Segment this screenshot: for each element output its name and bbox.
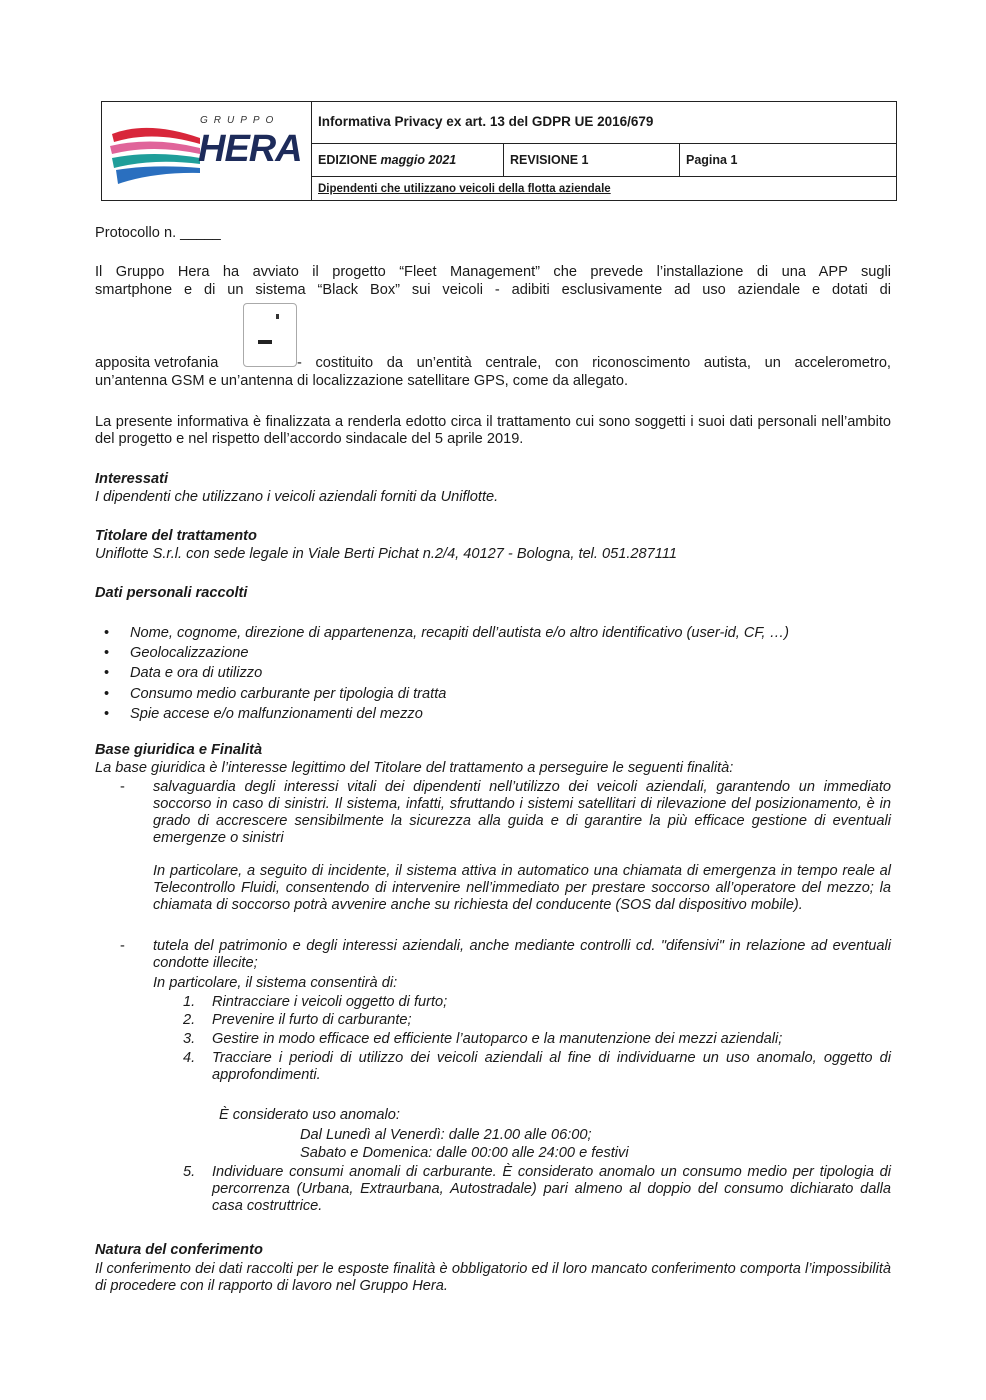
- document-header: [101, 101, 897, 201]
- anomalous-use-weekdays: Dal Lunedì al Venerdì: dalle 21.00 alle 06:00;: [300, 1127, 592, 1143]
- interessati-text: I dipendenti che utilizzano i veicoli aziendali forniti da Uniflotte.: [95, 489, 499, 505]
- intro-line-1: Il Gruppo Hera ha avviato il progetto “Fleet Management” che prevede l’installazione di una APP sugli: [95, 264, 891, 280]
- logo-brand-text: HERA: [198, 128, 302, 170]
- list-item: Tracciare i periodi di utilizzo dei veicoli aziendali al fine di individuarne un uso anomalo, oggetto di approfondimenti.: [212, 1050, 891, 1083]
- list-item: Gestire in modo efficace ed efficiente l’autoparco e la manutenzione dei mezzi aziendali;: [212, 1031, 783, 1047]
- edition-cell: [312, 144, 504, 176]
- intro-line-2: smartphone e di un sistema “Black Box” sui veicoli - adibiti esclusivamente ad uso aziendale e dotati di: [95, 282, 891, 298]
- page-cell: Pagina 1: [686, 153, 738, 167]
- revision-cell: REVISIONE 1: [504, 144, 680, 176]
- base-heading: Base giuridica e Finalità: [95, 742, 263, 758]
- base-paragraph-2b: In particolare, il sistema consentirà di:: [153, 975, 398, 991]
- intro-line-4: un’antenna GSM e un’antenna di localizzazione satellitare GPS, come da allegato.: [95, 373, 628, 389]
- anomalous-use-weekend: Sabato e Domenica: dalle 00:00 alle 24:00 e festivi: [300, 1145, 629, 1161]
- list-item: Prevenire il furto di carburante;: [212, 1012, 412, 1028]
- list-number: 4.: [183, 1050, 196, 1066]
- base-paragraph-1: salvaguardia degli interessi vitali dei dipendenti nell’utilizzo dei veicoli aziendali, garantendo un immediato soccorso in caso di sinistri. Il sistema, infatti, sfruttando i sistemi satellitari di rilevazione del posizionamento, è in grado di accrescere sensibilmente la sicurezza alla guida e di garantire la più efficace gestione di eventuali emergenze o sinistri: [153, 779, 891, 846]
- list-number: 5.: [183, 1164, 196, 1180]
- intro-line-3b: - costituito da un’entità centrale, con riconoscimento autista, un accelerometro,: [297, 355, 891, 371]
- base-intro: La base giuridica è l’interesse legittimo del Titolare del trattamento a perseguire le seguenti finalità:: [95, 760, 734, 776]
- logo: [102, 102, 312, 200]
- document-title: Informativa Privacy ex art. 13 del GDPR UE 2016/679: [312, 102, 896, 144]
- intro-line-3a: apposita vetrofania: [95, 355, 219, 371]
- interessati-heading: Interessati: [95, 471, 169, 487]
- list-number: 2.: [183, 1012, 196, 1028]
- list-item: Individuare consumi anomali di carburante. È considerato anomalo un consumo medio per tipologia di percorrenza (Urbana, Extraurbana, Autostradale) pari almeno al doppio del consumo dichiarato dalla casa costruttrice.: [212, 1164, 891, 1214]
- document-page: GRUPPO HERA Informativa Privacy ex art. 13 del GDPR UE 2016/679 EDIZIONE maggio 2021 REVISIONE 1 Pagina 1 Dipendenti che utilizzano veicoli della flotta aziendale Protocollo n. _____ Il Gruppo Hera ha avviato il progetto “Fleet Management” che prevede l’installazione di una APP sugli smartphone e di un sistema “Black Box” sui veicoli - adibiti esclusivamente ad uso aziendale e dotati di apposita vetrofania - costituito da un’entità centrale, con riconoscimento autista, un accelerometro, un’antenna GSM e un’antenna di localizzazione satellitare GPS, come da allegato. La presente informativa è finalizzata a renderla edotto circa il trattamento cui sono soggetti i suoi dati personali nell’ambito del progetto e nel rispetto dell’accordo sindacale del 5 aprile 2019. Interessati I dipendenti che utilizzano i veicoli aziendali forniti da Uniflotte. Titolare del trattamento Uniflotte S.r.l. con sede legale in Viale Berti Pichat n.2/4, 40127 - Bologna, tel. 051.287111 Dati personali raccolti Nome, cognome, direzione di appartenenza, recapiti dell’autista e/o altro identificativo (user-id, CF, …) Geolocalizzazione Data e ora di utilizzo Consumo medio carburante per tipologia di tratta Spie accese e/o malfunzionamenti del mezzo Base giuridica e Finalità La base giuridica è l’interesse legittimo del Titolare del trattamento a perseguire le seguenti finalità: - salvaguardia degli interessi vitali dei dipendenti nell’utilizzo dei veicoli aziendali, garantendo un immediato soccorso in caso di sinistri. Il sistema, infatti, sfruttando i sistemi satellitari di rilevazione del posizionamento, è in grado di accrescere sensibilmente la sicurezza alla guida e di garantire la più efficace gestione di eventuali emergenze o sinistri In particolare, a seguito di incidente, il sistema attiva in automatico una chiamata di emergenza in tempo reale al Telecontrollo Fluidi, consentendo di intervenire nell’immediato per prestare soccorso all’operatore del mezzo; la chiamata di soccorso potrà avvenire anche su richiesta del conducente (SOS dal dispositivo mobile). - tutela del patrimonio e degli interessi aziendali, anche mediante controlli cd. "difensivi" in relazione ad eventuali condotte illecite; In particolare, il sistema consentirà di: 1. Rintracciare i veicoli oggetto di furto; 2. Prevenire il furto di carburante; 3. Gestire in modo efficace ed efficiente l’autoparco e la manutenzione dei mezzi aziendali; 4. Tracciare i periodi di utilizzo dei veicoli aziendali al fine di individuarne un uso anomalo, oggetto di approfondimenti. È considerato uso anomalo: Dal Lunedì al Venerdì: dalle 21.00 alle 06:00; Sabato e Domenica: dalle 00:00 alle 24:00 e festivi 5. Individuare consumi anomali di carburante. È considerato anomalo un consumo medio per tipologia di percorrenza (Urbana, Extraurbana, Autostradale) pari almeno al doppio del consumo dichiarato dalla casa costruttrice. Natura del conferimento Il conferimento dei dati raccolti per le esposte finalità è obbligatorio ed il loro mancato conferimento comporta l’impossibilità di procedere con il rapporto di lavoro nel Gruppo Hera.: [0, 0, 986, 1400]
- document-subject: Dipendenti che utilizzano veicoli della flotta aziendale: [318, 183, 611, 195]
- anomalous-use-title: È considerato uso anomalo:: [219, 1107, 400, 1123]
- list-number: 1.: [183, 994, 196, 1010]
- titolare-heading: Titolare del trattamento: [95, 528, 257, 544]
- header-meta-row: [312, 144, 896, 177]
- dati-heading: Dati personali raccolti: [95, 585, 248, 601]
- list-number: 3.: [183, 1031, 196, 1047]
- edition-label: EDIZIONE: [318, 153, 378, 167]
- natura-text: Il conferimento dei dati raccolti per le esposte finalità è obbligatorio ed il loro mancato conferimento comporta l’impossibilità di procedere con il rapporto di lavoro nel Gruppo Hera.: [95, 1261, 891, 1294]
- windshield-sticker-image: [243, 303, 297, 367]
- base-paragraph-2: tutela del patrimonio e degli interessi aziendali, anche mediante controlli cd. "difensivi" in relazione ad eventuali condotte illecite;: [153, 938, 891, 971]
- dash-marker: -: [120, 938, 125, 954]
- protocollo-line: Protocollo n. _____: [95, 225, 221, 241]
- logo-group-text: GRUPPO: [200, 115, 280, 126]
- titolare-text: Uniflotte S.r.l. con sede legale in Viale Berti Pichat n.2/4, 40127 - Bologna, tel. 051.287111: [95, 546, 677, 562]
- purpose-paragraph: La presente informativa è finalizzata a renderla edotto circa il trattamento cui sono soggetti i suoi dati personali nell’ambito del progetto e nel rispetto dell’accordo sindacale del 5 aprile 2019.: [95, 414, 891, 447]
- base-paragraph-1b: In particolare, a seguito di incidente, il sistema attiva in automatico una chiamata di emergenza in tempo reale al Telecontrollo Fluidi, consentendo di intervenire nell’immediato per prestare soccorso all’operatore del mezzo; la chiamata di soccorso potrà avvenire anche su richiesta del conducente (SOS dal dispositivo mobile).: [153, 863, 891, 913]
- list-item: Rintracciare i veicoli oggetto di furto;: [212, 994, 448, 1010]
- natura-heading: Natura del conferimento: [95, 1242, 263, 1258]
- dash-marker: -: [120, 779, 125, 795]
- edition-value: maggio 2021: [380, 153, 457, 167]
